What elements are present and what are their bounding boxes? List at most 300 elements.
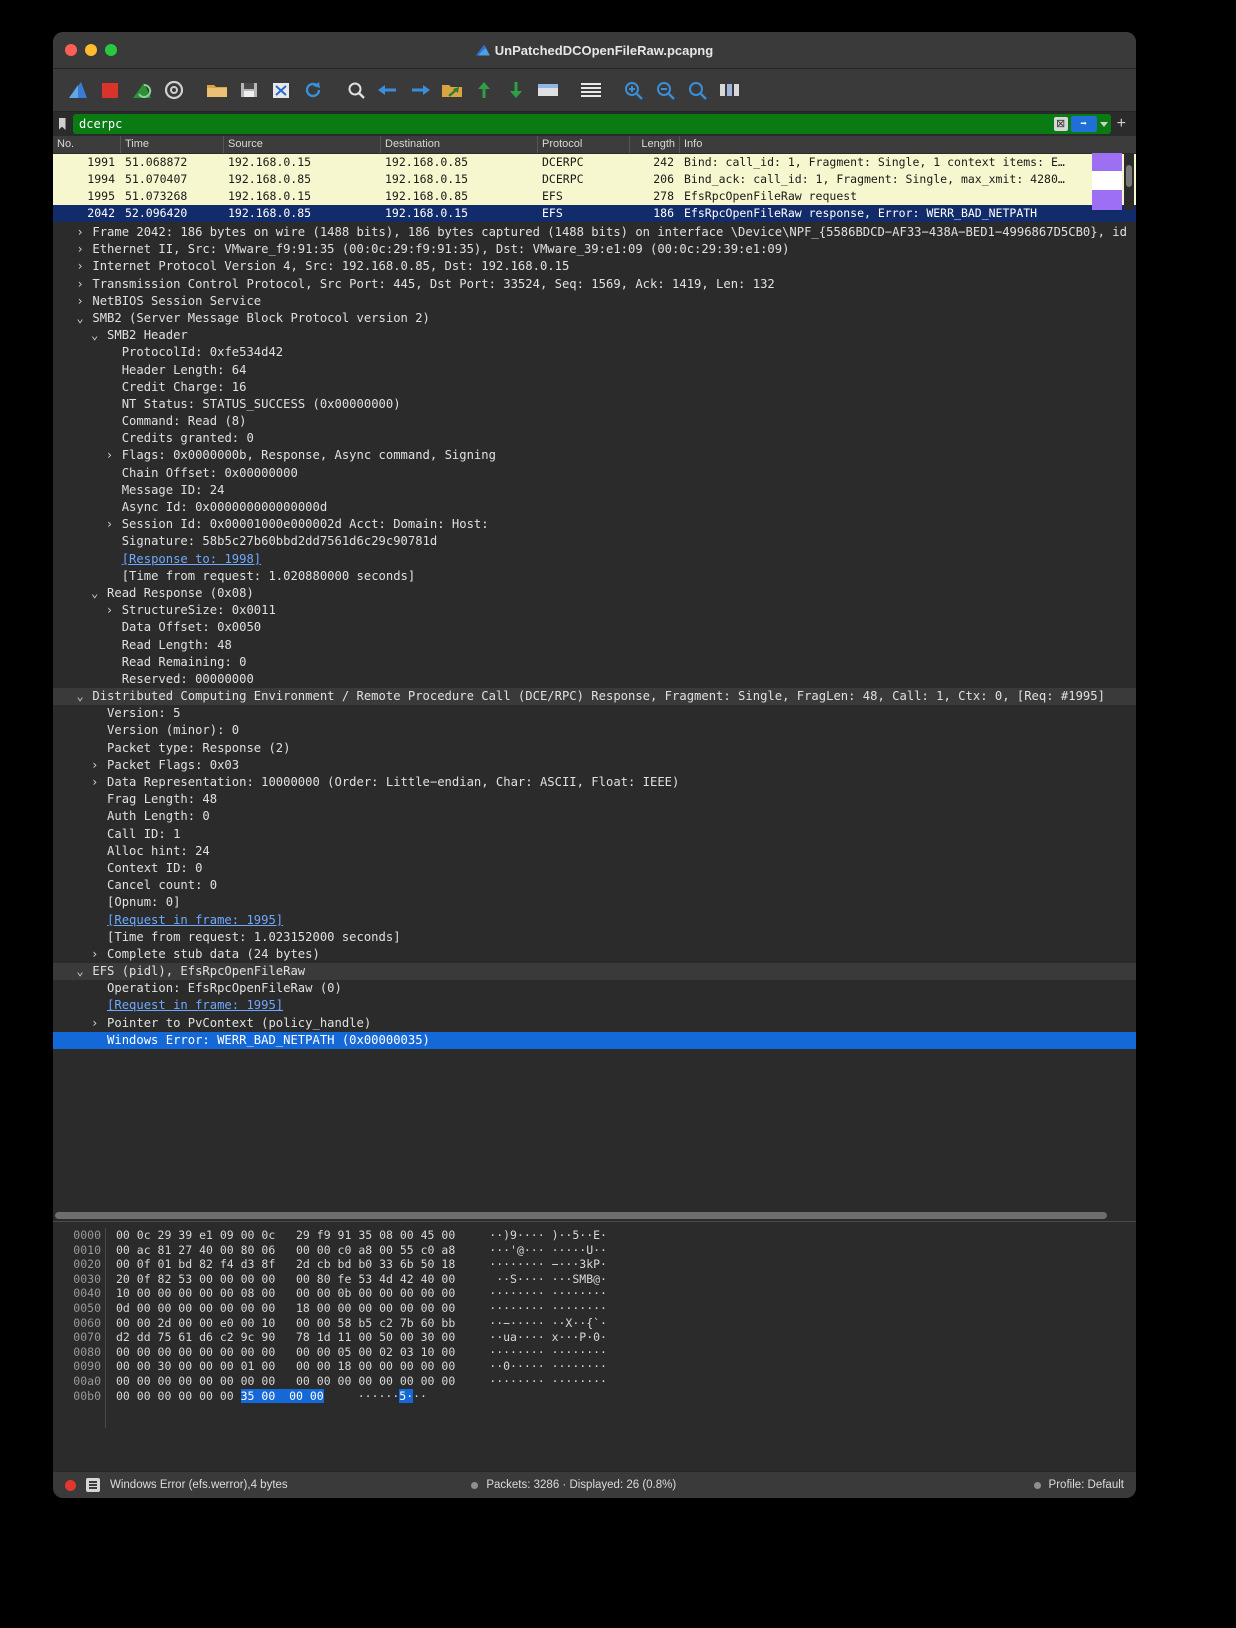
detail-gap (114, 482, 121, 499)
detail-tree-row[interactable] (53, 602, 1136, 619)
detail-row-label: Pointer to PvContext (policy_handle) (107, 1015, 372, 1030)
hex-ascii-selected: 5· (399, 1388, 414, 1403)
window-controls[interactable] (65, 44, 117, 56)
detail-row-label: [Response to: 1998] (121, 551, 262, 566)
hex-line[interactable] (116, 1301, 607, 1316)
auto-scroll-icon[interactable] (576, 75, 606, 105)
go-back-icon[interactable] (373, 75, 403, 105)
hex-offset: 00a0 (73, 1373, 101, 1388)
detail-tree-row[interactable] (53, 585, 1136, 602)
detail-gap (85, 293, 92, 310)
hex-ascii: ······ (357, 1388, 400, 1403)
detail-row-label: Transmission Control Protocol, Src Port: 445, Dst Port: 33524, Seq: 1569, Ack: 1419, Len: 132 (92, 276, 775, 291)
detail-row-label: Call ID: 1 (107, 826, 181, 841)
restart-capture-icon[interactable] (127, 75, 157, 105)
detail-indent (53, 482, 104, 499)
cell-info: EfsRpcOpenFileRaw response, Error: WERR_BAD_NETPATH (684, 206, 1038, 220)
detail-indent (53, 774, 90, 791)
packet-details-tree[interactable] (53, 222, 1136, 1221)
detail-row-label: [Request in frame: 1995] (107, 912, 284, 927)
detail-tree-row[interactable] (53, 362, 1136, 379)
detail-tree-row[interactable] (53, 705, 1136, 722)
column-header-time[interactable]: Time (121, 136, 224, 153)
table-row[interactable] (53, 154, 1136, 171)
detail-gap (114, 396, 121, 413)
chevron-right-icon[interactable]: › (76, 276, 84, 291)
detail-indent (53, 1015, 90, 1032)
detail-row-label: EFS (pidl), EfsRpcOpenFileRaw (92, 964, 306, 979)
detail-gap (100, 774, 107, 791)
detail-indent (53, 637, 104, 654)
filter-bookmark-icon[interactable] (55, 115, 69, 133)
cell-time: 51.068872 (125, 155, 188, 169)
detail-indent (53, 224, 75, 241)
detail-tree-row[interactable] (53, 499, 1136, 516)
chevron-right-icon[interactable]: › (91, 1015, 99, 1030)
detail-gap (100, 1015, 107, 1032)
detail-gap (114, 413, 121, 430)
detail-tree-row[interactable] (53, 671, 1136, 688)
detail-tree-row[interactable] (53, 791, 1136, 808)
detail-row-label: Distributed Computing Environment / Remote Procedure Call (DCE/RPC) Response, Fragment: Single, FragLen: 48, Call: 1, Ctx: 0, [Req: #1995] (92, 689, 1105, 704)
detail-tree-row[interactable] (53, 224, 1136, 241)
detail-indent (53, 671, 104, 688)
detail-indent (53, 1032, 90, 1049)
chevron-right-icon[interactable]: › (105, 517, 114, 532)
detail-row-label: Alloc hint: 24 (107, 843, 210, 858)
detail-row-label: Complete stub data (24 bytes) (107, 946, 320, 961)
detail-row-label: [Time from request: 1.020880000 seconds] (121, 568, 416, 583)
cell-info: Bind_ack: call_id: 1, Fragment: Single, max_xmit: 4280… (684, 172, 1065, 186)
detail-gap (100, 585, 107, 602)
status-packet-counts: Packets: 3286 · Displayed: 26 (0.8%) (486, 1479, 677, 1491)
detail-row-label: Windows Error: WERR_BAD_NETPATH (0x00000035) (107, 1032, 430, 1047)
detail-row-label: Operation: EfsRpcOpenFileRaw (0) (107, 981, 342, 996)
detail-indent (53, 258, 75, 275)
detail-tree-row[interactable] (53, 808, 1136, 825)
detail-row-label: Packet Flags: 0x03 (107, 757, 240, 772)
capture-status-indicator-icon (65, 1480, 76, 1491)
column-header-info[interactable]: Info (684, 138, 703, 150)
hex-ascii: ··ua···· x···P·0· (489, 1330, 607, 1345)
detail-indent (53, 757, 90, 774)
hex-offset: 0020 (73, 1257, 101, 1272)
detail-tree-row[interactable] (53, 413, 1136, 430)
detail-indent (53, 877, 90, 894)
detail-tree-row[interactable] (53, 344, 1136, 361)
detail-row-label: Session Id: 0x00001000e000002d Acct: Domain: Host: (121, 517, 489, 532)
hex-bytes: 00 00 00 00 00 00 00 00 00 00 00 00 00 00 00 00 (116, 1373, 456, 1388)
detail-gap (114, 551, 121, 568)
detail-row-label: SMB2 Header (107, 328, 188, 343)
detail-tree-row[interactable] (53, 551, 1136, 568)
detail-row-label: Frame 2042: 186 bytes on wire (1488 bits), 186 bytes captured (1488 bits) on interface \Device\NPF_{5586BDCD−AF33−438A−BED1−4996867D5CB0}, id (92, 225, 1127, 239)
detail-indent (53, 946, 90, 963)
clear-filter-button[interactable]: ⊠ (1054, 117, 1068, 131)
detail-indent (53, 310, 75, 327)
cell-no: 1995 (87, 189, 115, 203)
go-to-first-packet-icon[interactable] (469, 75, 499, 105)
detail-tree-row[interactable] (53, 465, 1136, 482)
detail-gap (114, 362, 121, 379)
column-header-protocol[interactable]: Protocol (538, 136, 630, 153)
hex-bytes: 00 00 00 00 00 00 (116, 1388, 241, 1403)
hex-offset: 00b0 (73, 1388, 101, 1403)
detail-row-label: NetBIOS Session Service (92, 293, 262, 308)
capture-comment-icon[interactable] (86, 1478, 100, 1492)
detail-gap (100, 877, 107, 894)
hex-line[interactable] (116, 1257, 607, 1272)
display-filter-bar[interactable] (53, 112, 1136, 136)
detail-indent (53, 327, 90, 344)
detail-indent (53, 929, 90, 946)
status-profile[interactable]: Profile: Default (1048, 1479, 1124, 1491)
detail-tree-row[interactable] (53, 688, 1136, 705)
detail-row-label: Cancel count: 0 (107, 878, 218, 893)
filter-history-chevron-down-icon[interactable] (1100, 122, 1108, 127)
detail-tree-row[interactable] (53, 310, 1136, 327)
hex-line[interactable] (116, 1374, 607, 1389)
detail-row-label: Data Offset: 0x0050 (121, 620, 262, 635)
display-filter-value: dcerpc (79, 117, 123, 131)
hex-offset: 0030 (73, 1271, 101, 1286)
hex-ascii: ··S···· ···SMB@· (489, 1271, 607, 1286)
packet-list-minimap (1092, 153, 1122, 210)
detail-row-label: Credits granted: 0 (121, 431, 254, 446)
column-header-no[interactable]: No. (53, 136, 121, 153)
go-to-last-packet-icon[interactable] (501, 75, 531, 105)
chevron-right-icon[interactable]: › (91, 946, 99, 961)
packet-details-hscrollbar[interactable] (53, 1210, 1136, 1221)
detail-gap (100, 705, 107, 722)
table-row[interactable] (53, 188, 1136, 205)
chevron-down-icon[interactable]: ⌄ (91, 585, 99, 600)
hex-bytes: 00 ac 81 27 40 00 80 06 00 00 c0 a8 00 55 c0 a8 (116, 1242, 456, 1257)
hex-bytes: 00 0c 29 39 e1 09 00 0c 29 f9 91 35 08 00 45 00 (116, 1228, 456, 1242)
cell-destination: 192.168.0.15 (385, 206, 469, 220)
detail-tree-row[interactable] (53, 894, 1136, 911)
hex-line[interactable] (116, 1243, 607, 1258)
detail-tree-row[interactable] (53, 1032, 1136, 1049)
detail-gap (114, 654, 121, 671)
hex-bytes: 00 0f 01 bd 82 f4 d3 8f 2d cb bd b0 33 6b 50 18 (116, 1257, 456, 1272)
detail-gap (85, 224, 92, 241)
detail-row-label: NT Status: STATUS_SUCCESS (0x00000000) (121, 396, 401, 411)
detail-indent (53, 568, 104, 585)
detail-indent (53, 276, 75, 293)
detail-row-label: Frag Length: 48 (107, 792, 218, 807)
detail-tree-row[interactable] (53, 654, 1136, 671)
hex-bytes: 10 00 00 00 00 00 08 00 00 00 0b 00 00 00 00 00 (116, 1286, 456, 1301)
cell-no: 1994 (87, 172, 115, 186)
detail-row-label: Reserved: 00000000 (121, 671, 254, 686)
hex-bytes: d2 dd 75 61 d6 c2 9c 90 78 1d 11 00 50 00 30 00 (116, 1330, 456, 1345)
detail-gap (114, 465, 121, 482)
detail-tree-row[interactable] (53, 447, 1136, 464)
detail-row-label: Auth Length: 0 (107, 809, 210, 824)
detail-indent (53, 551, 104, 568)
hex-line[interactable] (116, 1330, 607, 1345)
wireshark-icon (476, 45, 490, 56)
packet-bytes-pane[interactable] (53, 1221, 1136, 1471)
zoom-out-icon[interactable] (651, 75, 681, 105)
hex-bytes-area[interactable] (106, 1228, 607, 1471)
detail-tree-row[interactable] (53, 241, 1136, 258)
detail-tree-row[interactable] (53, 482, 1136, 499)
capture-options-icon[interactable] (159, 75, 189, 105)
cell-length: 242 (653, 155, 674, 169)
cell-destination: 192.168.0.85 (385, 189, 469, 203)
chevron-down-icon[interactable]: ⌄ (91, 328, 99, 343)
detail-tree-row[interactable] (53, 740, 1136, 757)
save-file-icon[interactable] (234, 75, 264, 105)
open-file-icon[interactable] (202, 75, 232, 105)
detail-gap (100, 912, 107, 929)
detail-gap (100, 929, 107, 946)
detail-row-label: Chain Offset: 0x00000000 (121, 465, 298, 480)
hex-bytes-selected: 35 00 00 00 (240, 1388, 324, 1403)
detail-gap (100, 997, 107, 1014)
detail-gap (100, 757, 107, 774)
detail-row-label: Context ID: 0 (107, 860, 203, 875)
colorize-packets-icon[interactable] (533, 75, 563, 105)
hex-offset-gutter (53, 1228, 105, 1471)
hex-line[interactable] (116, 1389, 607, 1404)
column-header-length[interactable]: Length (630, 136, 680, 153)
detail-gap (85, 688, 92, 705)
detail-gap (114, 499, 121, 516)
detail-tree-row[interactable] (53, 963, 1136, 980)
detail-gap (100, 722, 107, 739)
packet-list-header[interactable] (53, 136, 1136, 154)
detail-indent (53, 808, 90, 825)
detail-tree-row[interactable] (53, 276, 1136, 293)
detail-row-label: SMB2 (Server Message Block Protocol version 2) (92, 310, 430, 325)
detail-tree-row[interactable] (53, 826, 1136, 843)
hex-ascii: ········ ········ (489, 1286, 607, 1301)
chevron-right-icon[interactable]: › (91, 775, 99, 789)
hex-offset: 0080 (73, 1344, 101, 1359)
detail-gap (114, 430, 121, 447)
cell-destination: 192.168.0.15 (385, 172, 469, 186)
chevron-right-icon[interactable]: › (76, 242, 84, 257)
detail-tree-row[interactable] (53, 619, 1136, 636)
window-title (53, 43, 1136, 58)
detail-tree-row[interactable] (53, 929, 1136, 946)
hex-line[interactable] (116, 1316, 607, 1331)
detail-tree-row[interactable] (53, 258, 1136, 275)
detail-indent (53, 912, 90, 929)
detail-gap (85, 241, 92, 258)
cell-info: EfsRpcOpenFileRaw request (684, 189, 858, 203)
detail-gap (100, 808, 107, 825)
detail-tree-row[interactable] (53, 379, 1136, 396)
cell-protocol: DCERPC (542, 155, 584, 169)
detail-gap (85, 310, 92, 327)
detail-tree-row[interactable] (53, 997, 1136, 1014)
detail-tree-row[interactable] (53, 877, 1136, 894)
detail-tree-row[interactable] (53, 843, 1136, 860)
cell-source: 192.168.0.85 (228, 172, 312, 186)
detail-gap (114, 379, 121, 396)
detail-gap (85, 963, 92, 980)
column-header-destination[interactable]: Destination (381, 136, 538, 153)
stop-capture-icon[interactable] (95, 75, 125, 105)
detail-row-label: [Time from request: 1.023152000 seconds] (107, 929, 401, 944)
resize-columns-icon[interactable] (715, 75, 745, 105)
hex-ascii: ········ ········ (489, 1373, 607, 1388)
main-toolbar[interactable] (53, 69, 1136, 112)
detail-row-label: Internet Protocol Version 4, Src: 192.168.0.85, Dst: 192.168.0.15 (92, 259, 570, 274)
detail-tree-row[interactable] (53, 774, 1136, 791)
detail-row-label: Version: 5 (107, 706, 181, 721)
detail-gap (100, 894, 107, 911)
detail-indent (53, 654, 104, 671)
detail-indent (53, 241, 75, 258)
detail-row-label: [Request in frame: 1995] (107, 998, 284, 1013)
detail-row-label: StructureSize: 0x0011 (121, 603, 276, 618)
detail-gap (100, 980, 107, 997)
detail-indent (53, 396, 104, 413)
hex-ascii: ··−····· ··X··{`· (489, 1315, 607, 1330)
detail-row-label: Data Representation: 10000000 (Order: Little−endian, Char: ASCII, Float: IEEE) (107, 775, 680, 789)
detail-indent (53, 860, 90, 877)
detail-row-label: Packet type: Response (2) (107, 740, 291, 755)
detail-tree-row[interactable] (53, 912, 1136, 929)
detail-tree-row[interactable] (53, 568, 1136, 585)
cell-protocol: EFS (542, 206, 563, 220)
hex-offset: 0050 (73, 1300, 101, 1315)
detail-gap (100, 1032, 107, 1049)
minimize-window-button[interactable] (85, 44, 97, 56)
reload-file-icon[interactable] (298, 75, 328, 105)
chevron-down-icon[interactable]: ⌄ (76, 689, 84, 704)
detail-indent (53, 602, 104, 619)
detail-row-label: Version (minor): 0 (107, 723, 240, 738)
hex-line[interactable] (116, 1359, 607, 1374)
column-header-source[interactable]: Source (224, 136, 381, 153)
table-row[interactable] (53, 171, 1136, 188)
detail-tree-row[interactable] (53, 533, 1136, 550)
detail-tree-row[interactable] (53, 327, 1136, 344)
title-bar (53, 32, 1136, 69)
chevron-right-icon[interactable]: › (76, 293, 84, 308)
detail-indent (53, 791, 90, 808)
chevron-right-icon[interactable]: › (105, 603, 114, 618)
detail-gap (114, 568, 121, 585)
hex-offset: 0090 (73, 1359, 101, 1374)
cell-info: Bind: call_id: 1, Fragment: Single, 1 context items: E… (684, 155, 1065, 169)
detail-tree-row[interactable] (53, 980, 1136, 997)
chevron-down-icon[interactable]: ⌄ (76, 964, 84, 979)
detail-gap (114, 344, 121, 361)
chevron-down-icon[interactable]: ⌄ (76, 310, 84, 325)
wireshark-window (53, 32, 1136, 1498)
detail-tree-row[interactable] (53, 396, 1136, 413)
cell-length: 186 (653, 206, 674, 220)
detail-indent (53, 379, 104, 396)
hex-line[interactable] (116, 1345, 607, 1360)
detail-indent (53, 894, 90, 911)
detail-tree-row[interactable] (53, 722, 1136, 739)
detail-gap (114, 447, 121, 464)
apply-filter-button[interactable]: ➡ (1071, 116, 1097, 132)
cell-time: 51.073268 (125, 189, 188, 203)
detail-indent (53, 826, 90, 843)
detail-row-label: Flags: 0x0000000b, Response, Async command, Signing (121, 448, 496, 463)
add-filter-button[interactable]: + (1116, 115, 1126, 132)
chevron-right-icon[interactable]: › (91, 757, 99, 772)
go-to-packet-icon[interactable] (437, 75, 467, 105)
detail-tree-row[interactable] (53, 430, 1136, 447)
detail-indent (53, 516, 104, 533)
packet-list[interactable] (53, 136, 1136, 222)
detail-row-label: Async Id: 0x000000000000000d (121, 500, 328, 514)
close-file-icon[interactable] (266, 75, 296, 105)
hex-offset: 0040 (73, 1286, 101, 1301)
detail-row-label: Command: Read (8) (121, 414, 247, 429)
close-window-button[interactable] (65, 44, 77, 56)
detail-tree-row[interactable] (53, 293, 1136, 310)
table-row-selected[interactable] (53, 205, 1136, 222)
go-forward-icon[interactable] (405, 75, 435, 105)
detail-tree-row[interactable] (53, 860, 1136, 877)
detail-indent (53, 688, 75, 705)
find-packet-icon[interactable] (341, 75, 371, 105)
hex-line[interactable] (116, 1272, 607, 1287)
detail-row-label: Ethernet II, Src: VMware_f9:91:35 (00:0c:29:f9:91:35), Dst: VMware_39:e1:09 (00:0c:29:39:e1:09) (92, 242, 790, 257)
detail-gap (114, 533, 121, 550)
detail-indent (53, 980, 90, 997)
cell-no: 2042 (87, 206, 115, 220)
display-filter-input[interactable] (73, 114, 1111, 134)
detail-gap (114, 637, 121, 654)
start-capture-icon[interactable] (63, 75, 93, 105)
detail-tree-row[interactable] (53, 946, 1136, 963)
cell-destination: 192.168.0.85 (385, 155, 469, 169)
detail-indent (53, 963, 75, 980)
detail-tree-row[interactable] (53, 1015, 1136, 1032)
cell-source: 192.168.0.15 (228, 155, 312, 169)
chevron-right-icon[interactable]: › (105, 448, 114, 463)
window-title-text: UnPatchedDCOpenFileRaw.pcapng (494, 42, 714, 58)
detail-indent (53, 705, 90, 722)
detail-indent (53, 740, 90, 757)
status-bar (53, 1471, 1136, 1498)
detail-tree-row[interactable] (53, 637, 1136, 654)
normal-size-icon[interactable] (683, 75, 713, 105)
detail-indent (53, 499, 104, 516)
detail-indent (53, 619, 104, 636)
packet-list-scrollbar[interactable] (1124, 153, 1134, 210)
chevron-right-icon[interactable]: › (76, 259, 84, 274)
chevron-right-icon[interactable]: › (76, 225, 84, 239)
hex-line[interactable] (116, 1228, 607, 1243)
maximize-window-button[interactable] (105, 44, 117, 56)
hex-bytes: 0d 00 00 00 00 00 00 00 18 00 00 00 00 00 00 00 (116, 1300, 456, 1315)
hex-line[interactable] (116, 1286, 607, 1301)
hex-bytes: 00 00 30 00 00 00 01 00 00 00 18 00 00 00 00 00 (116, 1359, 456, 1374)
detail-indent (53, 430, 104, 447)
zoom-in-icon[interactable] (619, 75, 649, 105)
detail-gap (114, 671, 121, 688)
detail-tree-row[interactable] (53, 757, 1136, 774)
detail-tree-row[interactable] (53, 516, 1136, 533)
detail-indent (53, 722, 90, 739)
cell-source: 192.168.0.15 (228, 189, 312, 203)
detail-indent (53, 362, 104, 379)
hex-bytes: 00 00 2d 00 00 e0 00 10 00 00 58 b5 c2 7b 60 bb (116, 1315, 456, 1330)
